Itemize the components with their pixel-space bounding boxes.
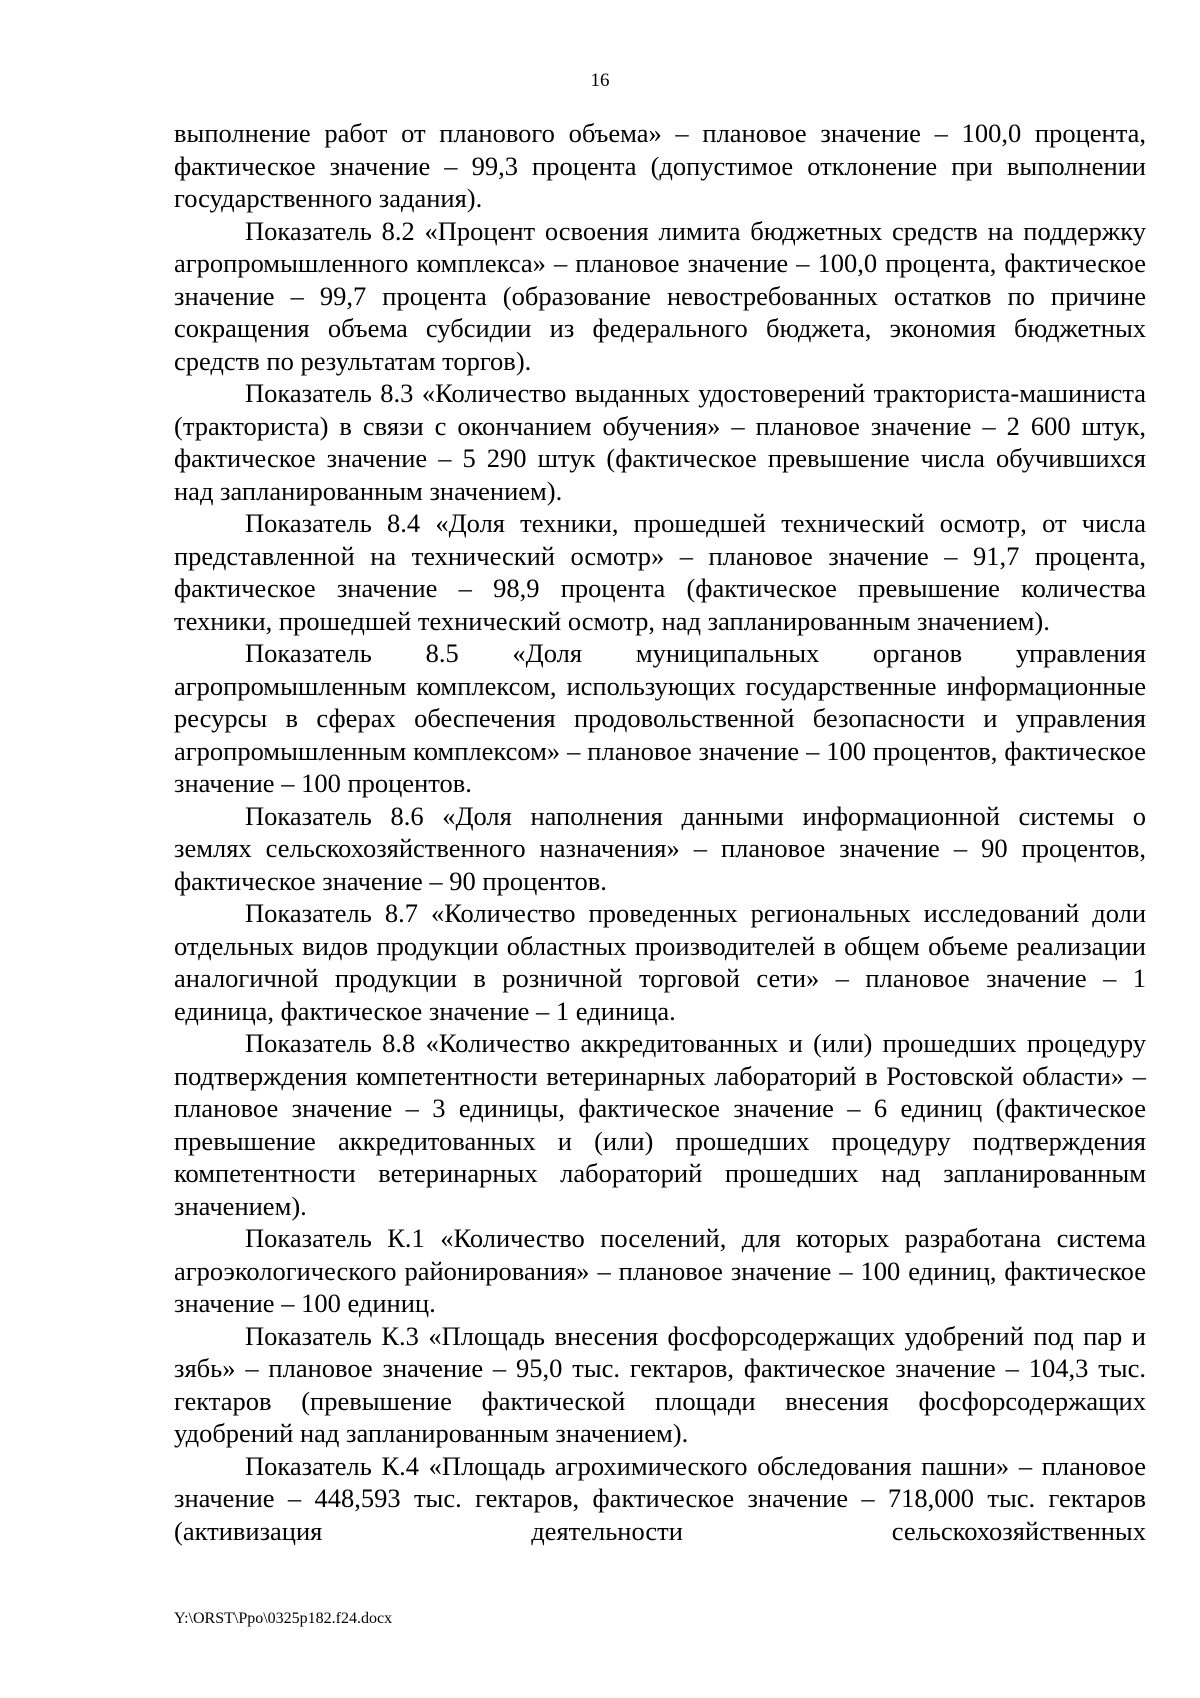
- paragraph-indicator-8-5: Показатель 8.5 «Доля муниципальных органов управления агропромышленным комплексом, использующих государственные информационные ресурсы в сферах обеспечения продовольственной безопасности и управления агропромышленным комплексом» – плановое значение – 100 процентов, фактическое значение – 100 процентов.: [174, 638, 1146, 798]
- paragraph-indicator-8-7: Показатель 8.7 «Количество проведенных региональных исследований доли отдельных видов продукции областных производителей в общем объеме реализации аналогичной продукции в розничной торговой сети» – плановое значение – 1 единица, фактическое значение – 1 единица.: [174, 898, 1146, 1026]
- paragraph-indicator-8-2: Показатель 8.2 «Процент освоения лимита бюджетных средств на поддержку агропромышленного комплекса» – плановое значение – 100,0 процента, фактическое значение – 99,7 процента (образование невостребованных остатков по причине сокращения объема субсидии из федерального бюджета, экономия бюджетных средств по результатам торгов).: [174, 215, 1146, 376]
- paragraph-indicator-k-1: Показатель К.1 «Количество поселений, для которых разработана система агроэкологического районирования» – плановое значение – 100 единиц, фактическое значение – 100 единиц.: [174, 1223, 1146, 1318]
- paragraph-indicator-8-4: Показатель 8.4 «Доля техники, прошедшей технический осмотр, от числа представленной на технический осмотр» – плановое значение – 91,7 процента, фактическое значение – 98,9 процента (фактическое превышение количества техники, прошедшей технический осмотр, над запланированным значением).: [174, 508, 1146, 636]
- paragraph-indicator-8-3: Показатель 8.3 «Количество выданных удостоверений тракториста-машиниста (тракториста) в связи с окончанием обучения» – плановое значение – 2 600 штук, фактическое значение – 5 290 штук (фактическое превышение числа обучившихся над запланированным значением).: [174, 378, 1146, 506]
- footer-file-path: Y:\ORST\Ppo\0325p182.f24.docx: [174, 1610, 393, 1627]
- paragraph-indicator-8-8: Показатель 8.8 «Количество аккредитованных и (или) прошедших процедуру подтверждения компетентности ветеринарных лабораторий в Ростовской области» – плановое значение – 3 единицы, фактическое значение – 6 единиц (фактическое превышение аккредитованных и (или) прошедших процедуру подтверждения компетентности ветеринарных лабораторий прошедших над запланированным значением).: [174, 1028, 1146, 1221]
- paragraph-continuation: выполнение работ от планового объема» – плановое значение – 100,0 процента, фактическое значение – 99,3 процента (допустимое отклонение при выполнении государственного задания).: [174, 118, 1146, 213]
- paragraph-indicator-k-3: Показатель К.3 «Площадь внесения фосфорсодержащих удобрений под пар и зябь» – плановое значение – 95,0 тыс. гектаров, фактическое значение – 104,3 тыс. гектаров (превышение фактической площади внесения фосфорсодержащих удобрений над запланированным значением).: [174, 1320, 1146, 1448]
- paragraph-indicator-8-6: Показатель 8.6 «Доля наполнения данными информационной системы о землях сельскохозяйственного назначения» – плановое значение – 90 процентов, фактическое значение – 90 процентов.: [174, 800, 1146, 896]
- document-body: [174, 117, 1146, 1547]
- page-number: 16: [590, 70, 610, 91]
- paragraph-indicator-k-4: Показатель К.4 «Площадь агрохимического обследования пашни» – плановое значение – 448,593 тыс. гектаров, фактическое значение – 718,000 тыс. гектаров (активизация деятельности сельскохозяйственных: [174, 1450, 1146, 1546]
